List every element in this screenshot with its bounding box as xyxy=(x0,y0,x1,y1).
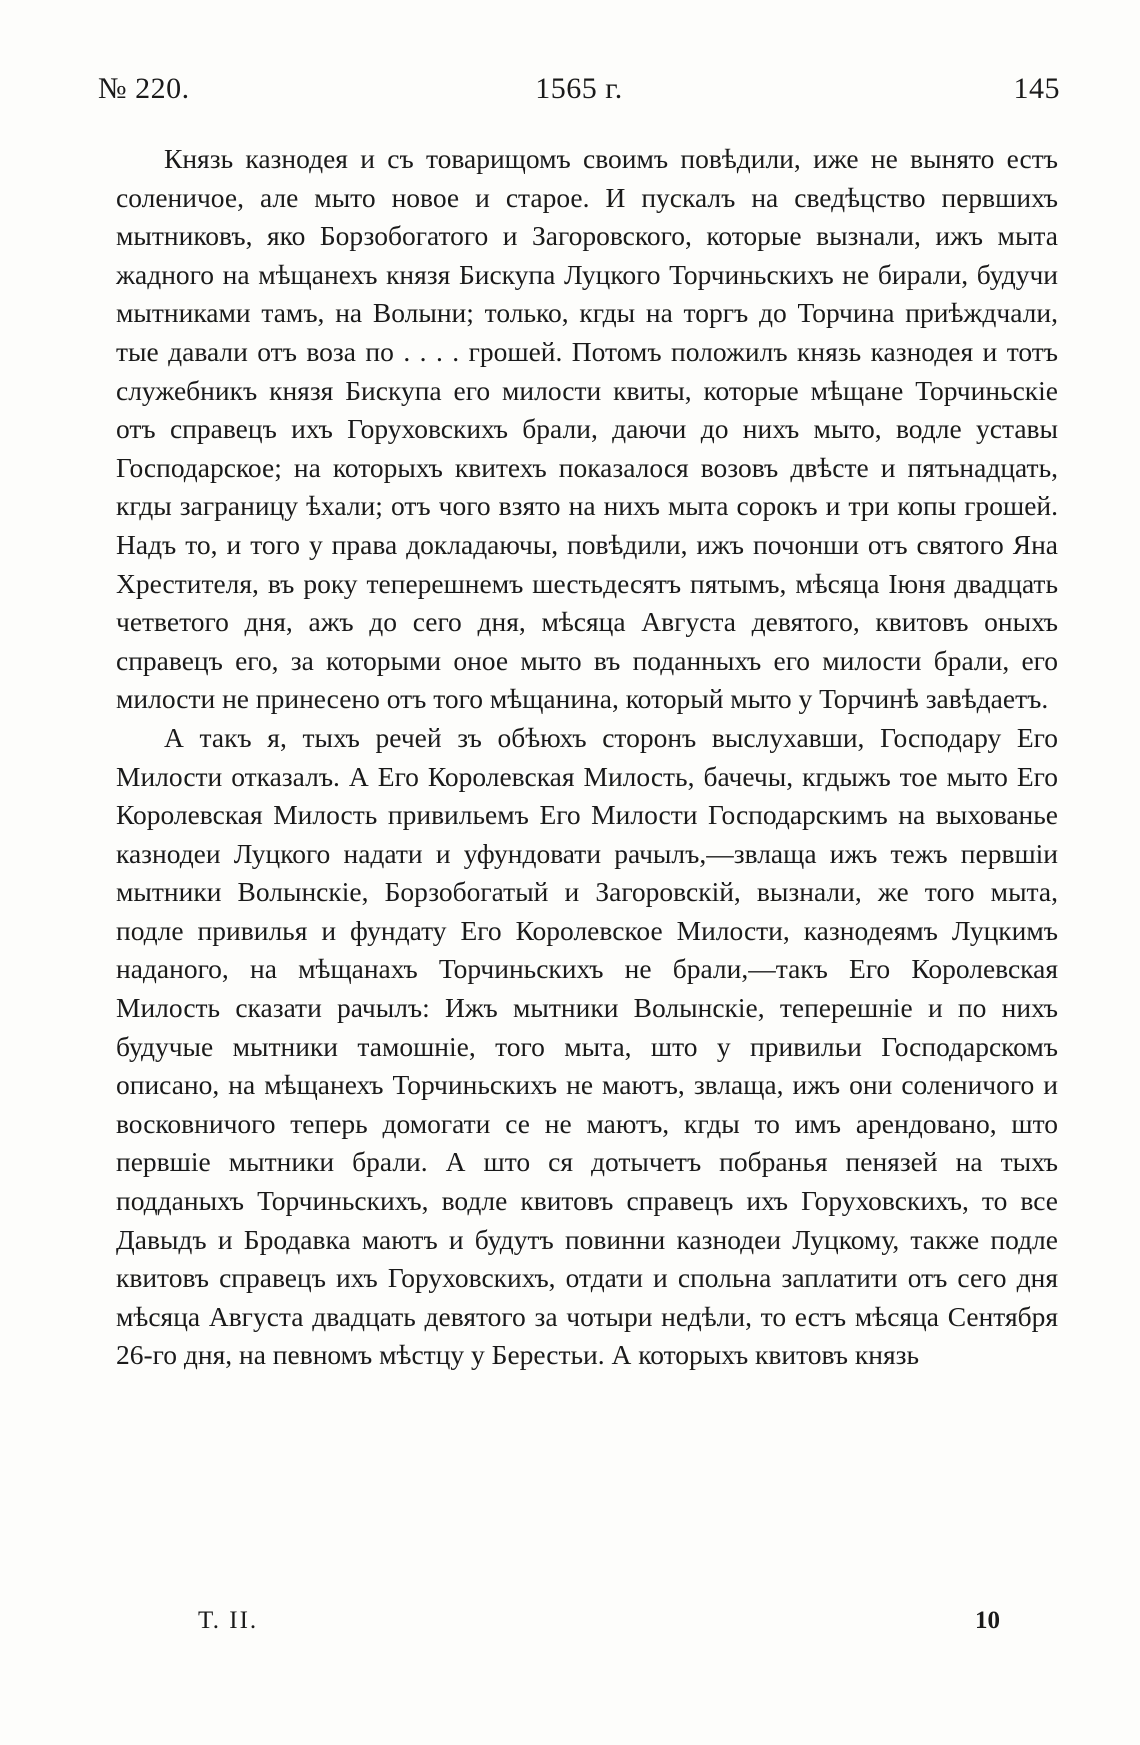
document-number: № 220. xyxy=(98,72,190,105)
document-year: 1565 г. xyxy=(535,72,623,105)
paragraph: А такъ я, тыхъ речей зъ обѣюхъ сторонъ выслухавши, Господару Его Милости отказалъ. А Его Королевская Милость, бачечы, кгдыжъ тое мыто Его Королевская Милость привильемъ Его Милости Господарскимъ на выхованье казнодеи Луцкого надати и уфундовати рачылъ,—звлаща ижъ тежъ первшіи мытники Волынскіе, Борзобогатый и Загоровскій, вызнали, же того мыта, подле привилья и фундату Его Королевское Милости, казнодеямъ Луцкимъ наданого, на мѣщанахъ Торчиньскихъ не брали,—такъ Его Королевская Милость сказати рачылъ: Ижъ мытники Волынскіе, теперешніе и по нихъ будучые мытники тамошніе, того мыта, што у привильи Господарскомъ описано, на мѣщанехъ Торчиньскихъ не маютъ, звлаща, ижъ они соленичого и восковничого теперь домогати се не маютъ, кгды то имъ арендовано, што первшіе мытники брали. А што ся дотычетъ побранья пенязей на тыхъ подданыхъ Торчиньскихъ, водле квитовъ справецъ ихъ Горуховскихъ, то все Давыдъ и Бродавка маютъ и будутъ повинни казнодеи Луцкому, также подле квитовъ справецъ ихъ Горуховскихъ, отдати и спольна заплатити отъ сего дня мѣсяца Августа двадцать девятого за чотыри недѣли, то естъ мѣсяца Сентября 26-го дня, на певномъ мѣстцу у Берестьи. А которыхъ квитовъ князь xyxy=(116,721,1058,1371)
running-head xyxy=(98,72,1060,112)
signature-mark: Т. II. xyxy=(198,1607,259,1634)
page-footer xyxy=(116,1607,1058,1643)
body-text xyxy=(116,140,1058,1375)
page-number: 145 xyxy=(1013,72,1060,105)
sheet-number: 10 xyxy=(975,1607,1000,1634)
paragraph: Князь казнодея и съ товарищомъ своимъ повѣдили, иже не вынято естъ соленичое, але мыто новое и старое. И пускалъ на сведѣцство первшихъ мытниковъ, яко Борзобогатого и Загоровского, которые вызнали, ижъ мыта жадного на мѣщанехъ князя Бискупа Луцкого Торчиньскихъ не бирали, будучи мытниками тамъ, на Волыни; только, кгды на торгъ до Торчина приѣждчали, тые давали отъ воза по . . . . грошей. Потомъ положилъ князь казнодея и тотъ служебникъ князя Бискупа его милости квиты, которые мѣщане Торчиньскіе отъ справецъ ихъ Горуховскихъ брали, даючи до нихъ мыто, водле уставы Господарское; на которыхъ квитехъ показалося возовъ двѣсте и пятьнадцать, кгды заграницу ѣхали; отъ чого взято на нихъ мыта сорокъ и три копы грошей. Надъ то, и того у права докладаючы, повѣдили, ижъ почонши отъ святого Яна Хрестителя, въ року теперешнемъ шестьдесятъ пятымъ, мѣсяца Іюня двадцать четветого дня, ажъ до сего дня, мѣсяца Августа девятого, квитовъ оныхъ справецъ его, за которыми оное мыто въ поданныхъ его милости брали, его милости не принесено отъ того мѣщанина, который мыто у Торчинѣ завѣдаетъ. xyxy=(116,143,1058,715)
